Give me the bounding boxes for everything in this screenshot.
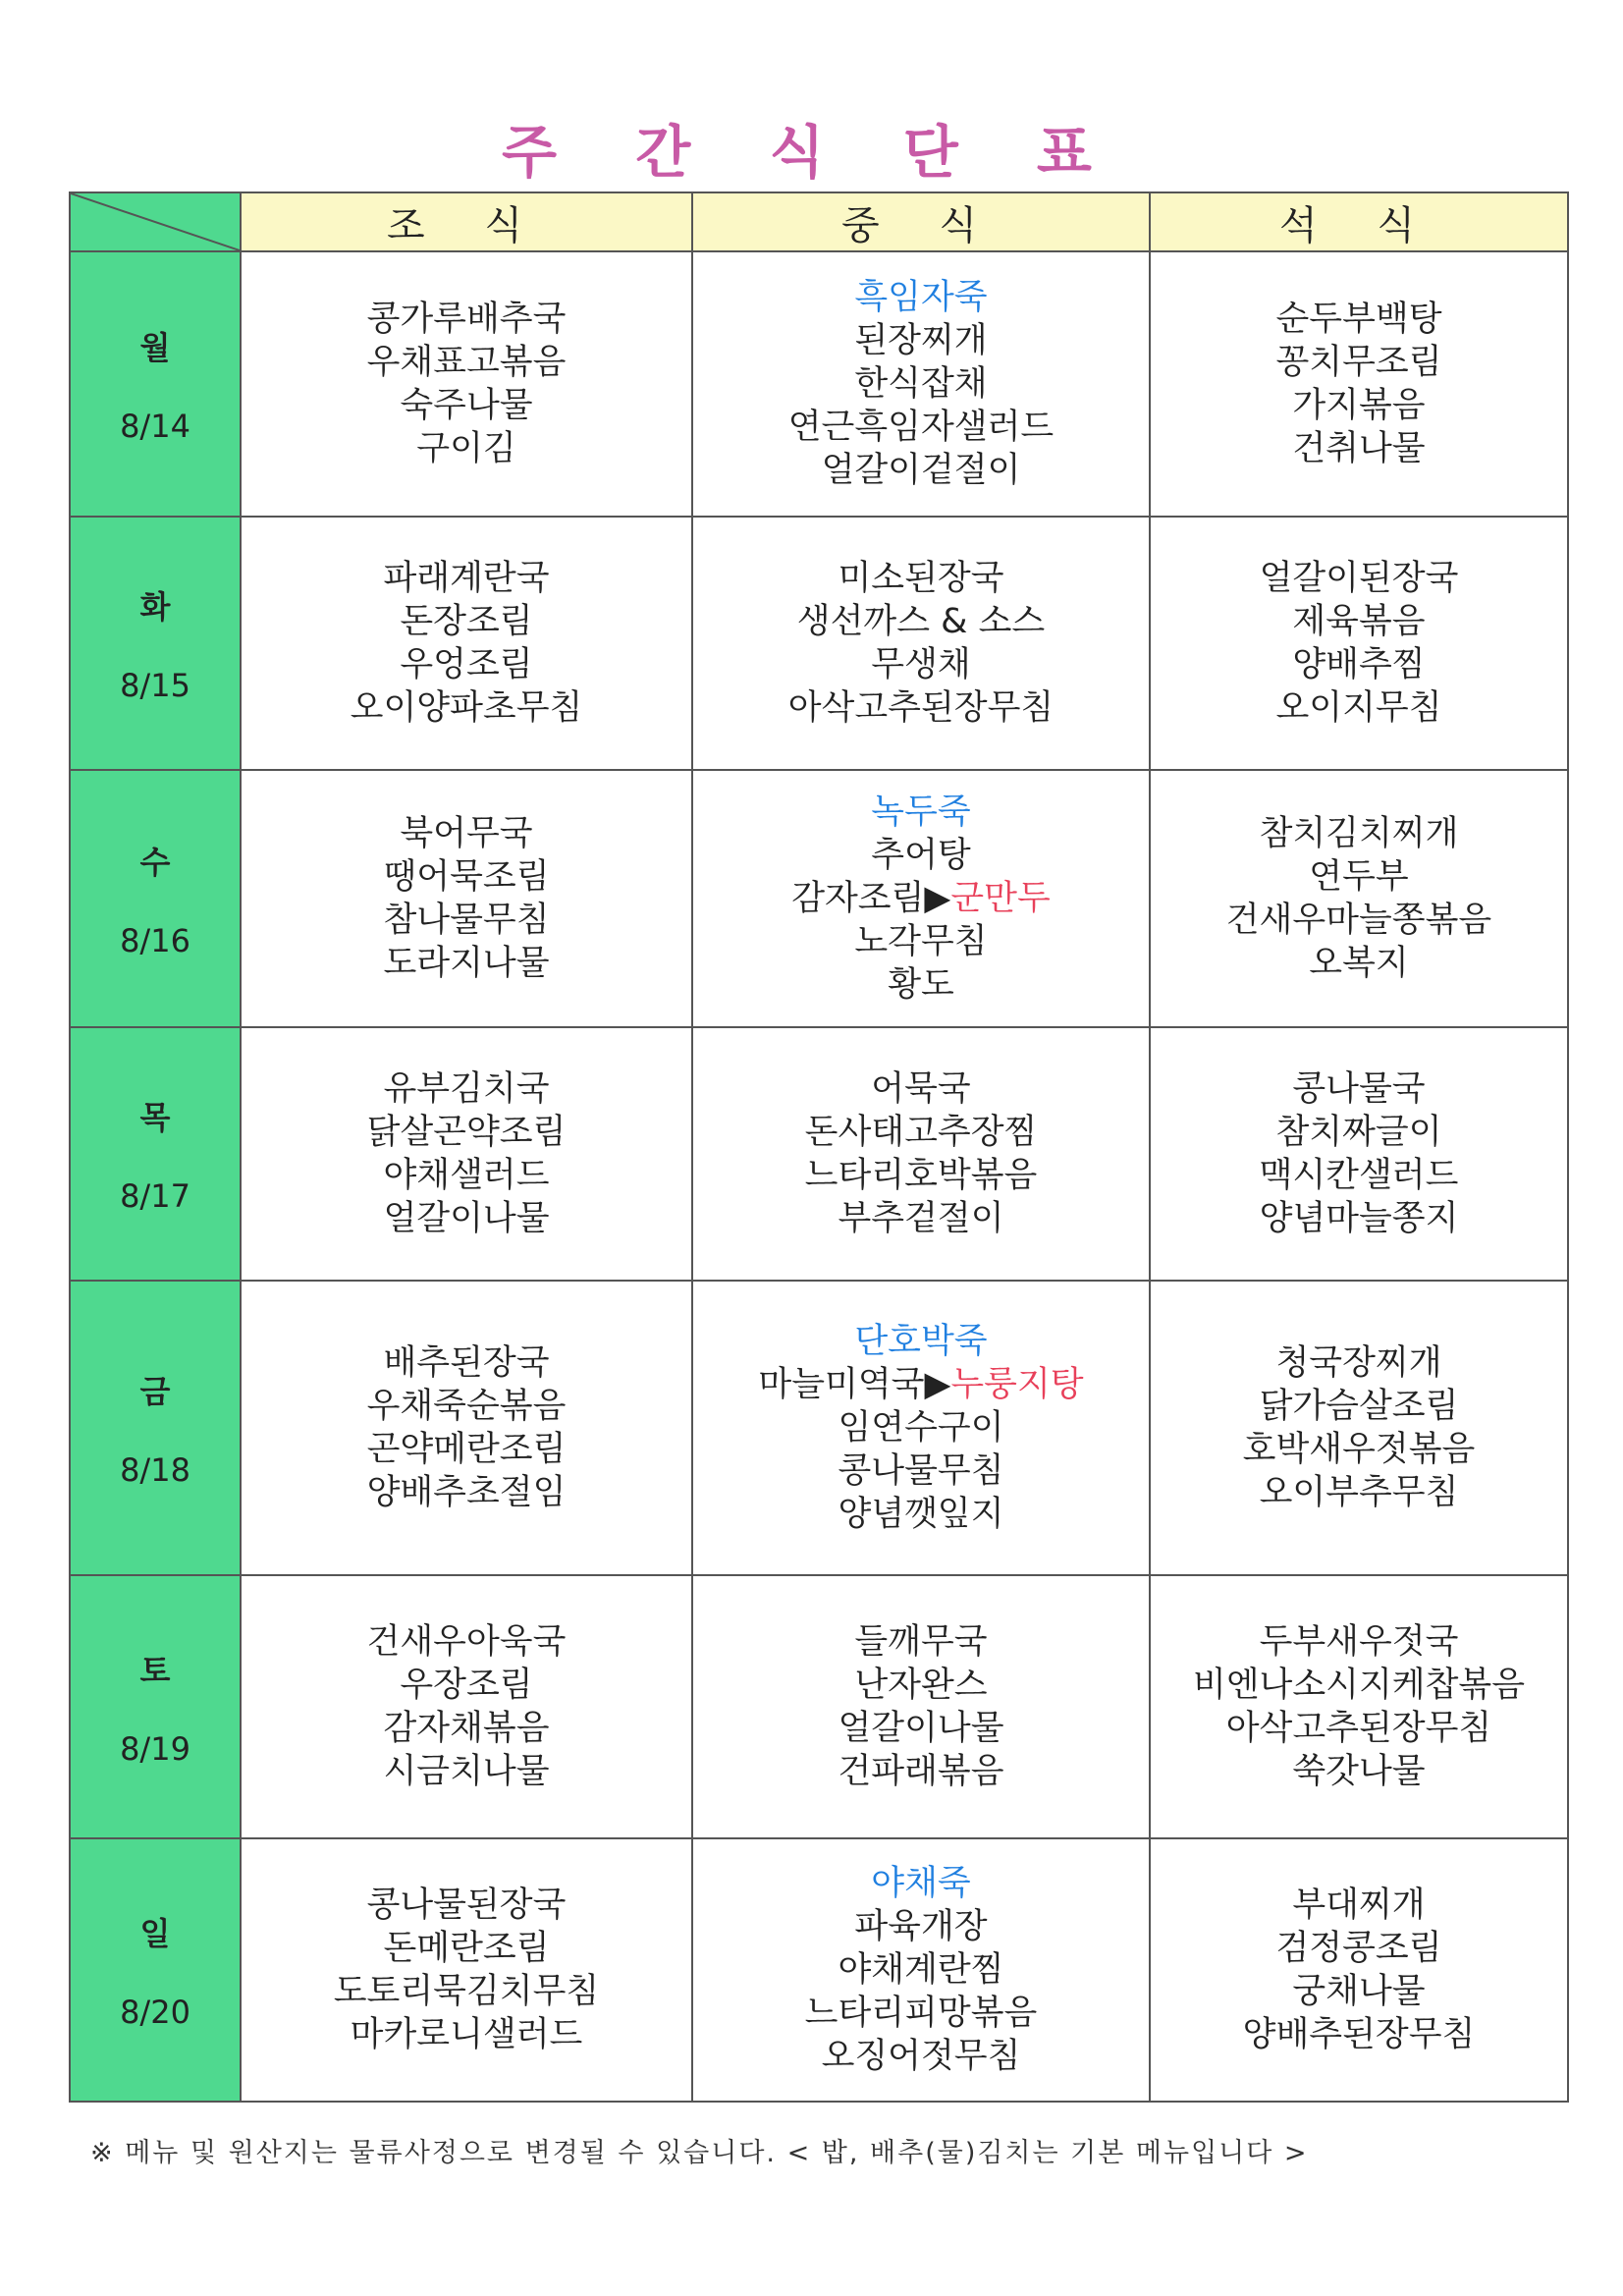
menu-item: 부대찌개 <box>1292 1886 1426 1925</box>
menu-item: 양념깻잎지 <box>838 1495 1004 1534</box>
day-date: 8/20 <box>120 1994 190 2031</box>
dinner-cell <box>1150 517 1568 770</box>
menu-item: 부추겉절이 <box>838 1199 1004 1238</box>
menu-item: 검정콩조림 <box>1275 1929 1442 1968</box>
day-cell <box>70 1575 241 1838</box>
menu-item: 들깨무국 <box>854 1622 988 1662</box>
header-lunch: 중 식 <box>692 192 1150 251</box>
breakfast-cell <box>241 1027 692 1281</box>
menu-item: 난자완스 <box>854 1666 988 1705</box>
day-cell <box>70 770 241 1027</box>
menu-item: 느타리호박볶음 <box>804 1156 1038 1195</box>
day-cell <box>70 251 241 517</box>
breakfast-cell <box>241 251 692 517</box>
menu-item: 연두부 <box>1309 857 1409 897</box>
menu-item: 건파래볶음 <box>838 1752 1004 1791</box>
lunch-cell <box>692 1575 1150 1838</box>
day-row <box>70 517 1568 770</box>
breakfast-cell <box>241 1575 692 1838</box>
menu-item: 호박새우젓볶음 <box>1242 1430 1476 1469</box>
menu-item: 임연수구이 <box>838 1408 1004 1448</box>
dinner-cell <box>1150 1575 1568 1838</box>
menu-item: 우엉조림 <box>400 645 533 684</box>
page-title: 주 간 식 단 표 <box>502 119 1121 186</box>
day-date: 8/14 <box>120 408 190 445</box>
menu-item: 돈메란조림 <box>383 1929 550 1968</box>
menu-item: 아삭고추된장무침 <box>1225 1709 1492 1748</box>
menu-item: 돈장조림 <box>400 602 533 641</box>
menu-item: 맥시칸샐러드 <box>1259 1156 1459 1195</box>
menu-item: 순두부백탕 <box>1275 300 1442 339</box>
alternative-item: 군만두 <box>950 879 1051 918</box>
menu-item: 비엔나소시지케찹볶음 <box>1192 1666 1526 1705</box>
menu-item: 한식잡채 <box>854 364 988 404</box>
menu-item: 얼갈이겉절이 <box>821 451 1021 490</box>
day-row <box>70 1838 1568 2102</box>
day-name: 목 <box>139 1099 171 1136</box>
lunch-cell <box>692 251 1150 517</box>
porridge-item: 녹두죽 <box>871 793 971 832</box>
day-cell <box>70 517 241 770</box>
menu-item: 아삭고추된장무침 <box>787 688 1055 728</box>
menu-item: 미소된장국 <box>838 559 1004 598</box>
menu-item: 제육볶음 <box>1292 602 1426 641</box>
alternative-item: 누룽지탕 <box>950 1365 1084 1404</box>
menu-item: 오이부추무침 <box>1259 1473 1459 1512</box>
menu-item: 콩나물국 <box>1292 1069 1426 1109</box>
menu-item: 양배추초절임 <box>366 1473 567 1512</box>
porridge-item: 야채죽 <box>871 1864 971 1903</box>
dinner-cell <box>1150 1838 1568 2102</box>
menu-item: 우채표고볶음 <box>366 343 567 382</box>
menu-item: 참치짜글이 <box>1275 1113 1442 1152</box>
lunch-cell <box>692 1281 1150 1575</box>
menu-item: 무생채 <box>871 645 971 684</box>
menu-item: 건새우마늘쫑볶음 <box>1225 901 1492 940</box>
menu-item: 생선까스 & 소스 <box>796 602 1046 641</box>
menu-item: 땡어묵조림 <box>383 857 550 897</box>
menu-item: 느타리피망볶음 <box>804 1994 1038 2033</box>
menu-item: 양념마늘쫑지 <box>1259 1199 1459 1238</box>
menu-item: 오이양파초무침 <box>350 688 583 728</box>
menu-item: 노각무침 <box>854 922 988 961</box>
menu-item: 쑥갓나물 <box>1292 1752 1426 1791</box>
menu-item: 시금치나물 <box>383 1752 550 1791</box>
menu-item: 참나물무침 <box>383 901 550 940</box>
menu-item: 도토리묵김치무침 <box>333 1972 600 2011</box>
menu-item: 닭가슴살조림 <box>1259 1387 1459 1426</box>
day-cell <box>70 1027 241 1281</box>
day-cell <box>70 1838 241 2102</box>
lunch-cell <box>692 770 1150 1027</box>
menu-item: 야채계란찜 <box>838 1950 1004 1990</box>
dinner-cell <box>1150 251 1568 517</box>
day-row <box>70 1575 1568 1838</box>
dinner-cell <box>1150 1027 1568 1281</box>
menu-item: 양배추된장무침 <box>1242 2015 1476 2054</box>
menu-item: 마카로니샐러드 <box>350 2015 583 2054</box>
menu-item: 건취나물 <box>1292 429 1426 468</box>
menu-item: 된장찌개 <box>854 321 988 360</box>
menu-item: 얼갈이나물 <box>383 1199 550 1238</box>
day-date: 8/15 <box>120 667 190 704</box>
menu-item: 야채샐러드 <box>383 1156 550 1195</box>
menu-item: 콩가루배추국 <box>366 300 567 339</box>
menu-item: 돈사태고추장찜 <box>804 1113 1038 1152</box>
lunch-cell <box>692 1027 1150 1281</box>
day-date: 8/16 <box>120 922 190 959</box>
menu-item: 닭살곤약조림 <box>366 1113 567 1152</box>
menu-item: 파래계란국 <box>383 559 550 598</box>
day-row <box>70 251 1568 517</box>
menu-item: 파육개장 <box>854 1907 988 1946</box>
menu-item: 감자조림▶ <box>791 879 951 918</box>
menu-item: 콩나물무침 <box>838 1451 1004 1491</box>
day-row <box>70 1027 1568 1281</box>
menu-item-with-alternative <box>693 877 1149 920</box>
day-name: 화 <box>139 588 171 626</box>
menu-item: 오복지 <box>1309 944 1409 983</box>
menu-item: 추어탕 <box>871 836 971 875</box>
day-date: 8/19 <box>120 1730 190 1768</box>
dinner-cell <box>1150 1281 1568 1575</box>
breakfast-cell <box>241 770 692 1027</box>
menu-item: 청국장찌개 <box>1275 1343 1442 1383</box>
menu-item: 건새우아욱국 <box>366 1622 567 1662</box>
menu-item: 가지볶음 <box>1292 386 1426 425</box>
porridge-item: 흑임자죽 <box>854 278 988 317</box>
menu-item: 마늘미역국▶ <box>758 1365 951 1404</box>
header-breakfast: 조 식 <box>241 192 692 251</box>
header-row <box>70 192 1568 251</box>
breakfast-cell <box>241 1281 692 1575</box>
menu-item: 오징어젓무침 <box>821 2037 1021 2076</box>
menu-item: 얼갈이된장국 <box>1259 559 1459 598</box>
menu-item: 도라지나물 <box>383 944 550 983</box>
menu-item: 참치김치찌개 <box>1259 814 1459 853</box>
menu-item: 우채죽순볶음 <box>366 1387 567 1426</box>
dinner-cell <box>1150 770 1568 1027</box>
footer-note: ※ 메뉴 및 원산지는 물류사정으로 변경될 수 있습니다. < 밥, 배추(물)김치는 기본 메뉴입니다 > <box>90 2138 1309 2168</box>
menu-item: 북어무국 <box>400 814 533 853</box>
menu-item: 어묵국 <box>871 1069 971 1109</box>
weekly-menu-table <box>69 191 1569 2103</box>
menu-item: 꽁치무조림 <box>1275 343 1442 382</box>
diagonal-line <box>71 193 240 250</box>
menu-item: 우장조림 <box>400 1666 533 1705</box>
day-name: 토 <box>139 1652 171 1689</box>
header-dinner: 석 식 <box>1150 192 1568 251</box>
day-cell <box>70 1281 241 1575</box>
lunch-cell <box>692 517 1150 770</box>
menu-item-with-alternative <box>693 1363 1149 1406</box>
menu-item: 두부새우젓국 <box>1259 1622 1459 1662</box>
day-name: 수 <box>139 844 171 881</box>
day-name: 일 <box>139 1915 171 1952</box>
menu-item: 감자채볶음 <box>383 1709 550 1748</box>
corner-cell <box>70 192 241 251</box>
menu-item: 오이지무침 <box>1275 688 1442 728</box>
menu-item: 배추된장국 <box>383 1343 550 1383</box>
menu-item: 구이김 <box>416 429 516 468</box>
breakfast-cell <box>241 517 692 770</box>
lunch-cell <box>692 1838 1150 2102</box>
porridge-item: 단호박죽 <box>854 1322 988 1361</box>
day-name: 월 <box>139 329 171 366</box>
menu-item: 연근흑임자샐러드 <box>787 408 1055 447</box>
day-date: 8/18 <box>120 1451 190 1489</box>
menu-item: 황도 <box>888 965 954 1005</box>
day-row <box>70 770 1568 1027</box>
menu-item: 유부김치국 <box>383 1069 550 1109</box>
menu-item: 얼갈이나물 <box>838 1709 1004 1748</box>
day-row <box>70 1281 1568 1575</box>
menu-item: 궁채나물 <box>1292 1972 1426 2011</box>
menu-item: 곤약메란조림 <box>366 1430 567 1469</box>
menu-item: 숙주나물 <box>400 386 533 425</box>
day-date: 8/17 <box>120 1177 190 1215</box>
breakfast-cell <box>241 1838 692 2102</box>
menu-item: 양배추찜 <box>1292 645 1426 684</box>
menu-item: 콩나물된장국 <box>366 1886 567 1925</box>
day-name: 금 <box>139 1373 171 1410</box>
